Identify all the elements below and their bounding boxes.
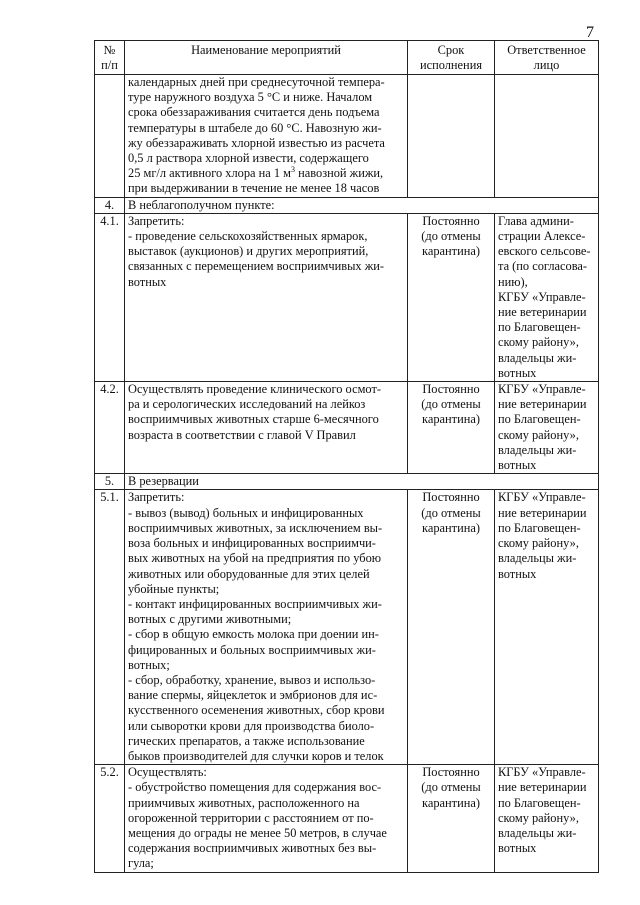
text-line: кусственного осеменения животных, сбор крови bbox=[128, 703, 385, 718]
table-row-5-2 bbox=[95, 765, 599, 872]
text-line: - обустройство помещения для содержания вос- bbox=[128, 780, 382, 795]
text-line: содержания восприимчивых животных без вы- bbox=[128, 841, 377, 856]
resp-line: по Благовещен- bbox=[498, 320, 581, 335]
table-header-row bbox=[95, 41, 599, 75]
text-line: - вывоз (вывод) больных и инфицированных bbox=[128, 505, 364, 520]
term-line: (до отмены bbox=[421, 397, 481, 412]
text-line: - проведение сельскохозяйственных ярмарок, bbox=[128, 229, 368, 244]
text-line: воза больных и инфицированных восприимчи- bbox=[128, 536, 376, 551]
resp-line: та (по согласова- bbox=[498, 259, 588, 274]
measures-table bbox=[94, 40, 599, 873]
resp-line: ние ветеринарии bbox=[498, 505, 587, 520]
cell-responsible bbox=[495, 213, 599, 381]
text-line: при выдерживании в течение не менее 18 часов bbox=[128, 181, 380, 196]
header-term bbox=[408, 41, 495, 75]
cell-term bbox=[408, 765, 495, 872]
text-line: восприимчивых животных, за исключением вы- bbox=[128, 520, 383, 535]
resp-line: скому району», bbox=[498, 335, 579, 350]
section-title: В неблагополучном пункте: bbox=[125, 197, 599, 213]
resp-line: ние ветеринарии bbox=[498, 397, 587, 412]
table-row-continuation bbox=[95, 75, 599, 198]
header-num-line: № bbox=[103, 43, 116, 57]
resp-line: Глава админи- bbox=[498, 213, 574, 228]
resp-line: КГБУ «Управле- bbox=[498, 382, 586, 397]
resp-line: КГБУ «Управле- bbox=[498, 490, 586, 505]
text-line: гула; bbox=[128, 856, 154, 871]
table-row-5-1 bbox=[95, 490, 599, 765]
cell-term bbox=[408, 213, 495, 381]
superscript: 3 bbox=[291, 165, 296, 175]
term-line: Постоянно bbox=[422, 490, 480, 505]
cell-term bbox=[408, 382, 495, 474]
text-line: Осуществлять: bbox=[128, 765, 207, 780]
text-line: убойные пункты; bbox=[128, 581, 220, 596]
text-line: приимчивых животных, расположенного на bbox=[128, 795, 360, 810]
term-line: карантина) bbox=[422, 795, 480, 810]
header-num bbox=[95, 41, 125, 75]
text-line: - сбор, обработку, хранение, вывоз и использо- bbox=[128, 672, 376, 687]
term-line: карантина) bbox=[422, 520, 480, 535]
header-num-line: п/п bbox=[101, 58, 118, 72]
text-line: вых животных на убой на предприятия по убою bbox=[128, 551, 382, 566]
resp-line: скому району», bbox=[498, 536, 579, 551]
text-line: огороженной территории с расстоянием от по- bbox=[128, 810, 374, 825]
text-line: гических препаратов, а также использование bbox=[128, 733, 365, 748]
resp-line: скому району», bbox=[498, 810, 579, 825]
cell-num: 5.2. bbox=[95, 765, 125, 872]
text-line: выставок (аукционов) и других мероприятий, bbox=[128, 244, 369, 259]
cell-term bbox=[408, 490, 495, 765]
text-line: животных или оборудованные для этих целей bbox=[128, 566, 370, 581]
section-row-5 bbox=[95, 474, 599, 490]
term-line: (до отмены bbox=[421, 505, 481, 520]
page-number: 7 bbox=[586, 24, 594, 41]
term-line: (до отмены bbox=[421, 229, 481, 244]
text-line: возраста в соответствии с главой V Правил bbox=[128, 427, 356, 442]
text-line: мещения до ограды не менее 50 метров, в случае bbox=[128, 825, 387, 840]
cell-activity bbox=[125, 765, 408, 872]
table-row-4-2 bbox=[95, 382, 599, 474]
text-line: 0,5 л раствора хлорной извести, содержащего bbox=[128, 151, 369, 166]
text-line: жу обеззараживать хлорной известью из расчета bbox=[128, 135, 385, 150]
cell-activity bbox=[125, 75, 408, 198]
cell-num bbox=[95, 75, 125, 198]
cell-num: 4.2. bbox=[95, 382, 125, 474]
cell-term bbox=[408, 75, 495, 198]
header-responsible-line: Ответственное bbox=[507, 43, 586, 57]
cell-activity bbox=[125, 382, 408, 474]
resp-line: евского сельсове- bbox=[498, 244, 591, 259]
text-line: связанных с перемещением восприимчивых жи- bbox=[128, 259, 385, 274]
resp-line: по Благовещен- bbox=[498, 795, 581, 810]
text-line: фицированных и больных восприимчивых жи- bbox=[128, 642, 376, 657]
text-line: быков производителей для случки коров и телок bbox=[128, 748, 384, 763]
term-line: карантина) bbox=[422, 244, 480, 259]
text-line: - контакт инфицированных восприимчивых жи- bbox=[128, 596, 382, 611]
text-line: Осуществлять проведение клинического осмот- bbox=[128, 382, 381, 397]
header-term-line: Срок bbox=[437, 43, 465, 57]
term-line: Постоянно bbox=[422, 382, 480, 397]
resp-line: вотных bbox=[498, 365, 537, 380]
text-line: срока обеззараживания считается день подъема bbox=[128, 105, 380, 120]
resp-line: владельцы жи- bbox=[498, 825, 577, 840]
cell-responsible bbox=[495, 490, 599, 765]
resp-line: ние ветеринарии bbox=[498, 780, 587, 795]
text-line: - сбор в общую емкость молока при доении ин- bbox=[128, 627, 379, 642]
text-line: Запретить: bbox=[128, 213, 185, 228]
resp-line: владельцы жи- bbox=[498, 551, 577, 566]
text-line: туре наружного воздуха 5 °С и ниже. Началом bbox=[128, 90, 373, 105]
section-row-4 bbox=[95, 197, 599, 213]
text-line: вотных с другими животными; bbox=[128, 612, 292, 627]
cell-responsible bbox=[495, 75, 599, 198]
text-line: календарных дней при среднесуточной темпера- bbox=[128, 75, 385, 89]
term-line: карантина) bbox=[422, 412, 480, 427]
cell-activity bbox=[125, 490, 408, 765]
text-line: ра и серологических исследований на лейкоз bbox=[128, 397, 366, 412]
resp-line: по Благовещен- bbox=[498, 412, 581, 427]
text-fragment: навозной жижи, bbox=[295, 166, 384, 181]
text-fragment: 25 мг/л активного хлора на 1 м bbox=[128, 166, 292, 181]
cell-responsible bbox=[495, 382, 599, 474]
resp-line: страции Алексе- bbox=[498, 229, 586, 244]
resp-line: нию), bbox=[498, 274, 528, 289]
resp-line: владельцы жи- bbox=[498, 442, 577, 457]
text-line: восприимчивых животных старше 6-месячного bbox=[128, 412, 379, 427]
cell-num: 5.1. bbox=[95, 490, 125, 765]
section-num: 5. bbox=[95, 474, 125, 490]
cell-responsible bbox=[495, 765, 599, 872]
table-row-4-1 bbox=[95, 213, 599, 381]
resp-line: КГБУ «Управле- bbox=[498, 289, 586, 304]
resp-line: вотных bbox=[498, 841, 537, 856]
section-num: 4. bbox=[95, 197, 125, 213]
section-title: В резервации bbox=[125, 474, 599, 490]
text-line: температуры в штабеле до 60 °С. Навозную жи- bbox=[128, 120, 382, 135]
resp-line: владельцы жи- bbox=[498, 350, 577, 365]
resp-line: вотных bbox=[498, 458, 537, 473]
header-term-line: исполнения bbox=[419, 58, 483, 72]
term-line: Постоянно bbox=[422, 213, 480, 228]
text-line: Запретить: bbox=[128, 490, 185, 505]
resp-line: скому району», bbox=[498, 427, 579, 442]
header-responsible-line: лицо bbox=[533, 58, 560, 72]
text-line: вотных; bbox=[128, 657, 170, 672]
cell-num: 4.1. bbox=[95, 213, 125, 381]
resp-line: ние ветеринарии bbox=[498, 305, 587, 320]
resp-line: вотных bbox=[498, 566, 537, 581]
text-line: вотных bbox=[128, 274, 167, 289]
header-activity: Наименование мероприятий bbox=[125, 41, 408, 75]
text-line bbox=[128, 166, 404, 181]
header-responsible bbox=[495, 41, 599, 75]
term-line: (до отмены bbox=[421, 780, 481, 795]
resp-line: по Благовещен- bbox=[498, 520, 581, 535]
term-line: Постоянно bbox=[422, 765, 480, 780]
resp-line: КГБУ «Управле- bbox=[498, 765, 586, 780]
text-line: вание спермы, яйцеклеток и эмбрионов для ис- bbox=[128, 688, 378, 703]
text-line: или сыворотки крови для производства биоло- bbox=[128, 718, 375, 733]
cell-activity bbox=[125, 213, 408, 381]
